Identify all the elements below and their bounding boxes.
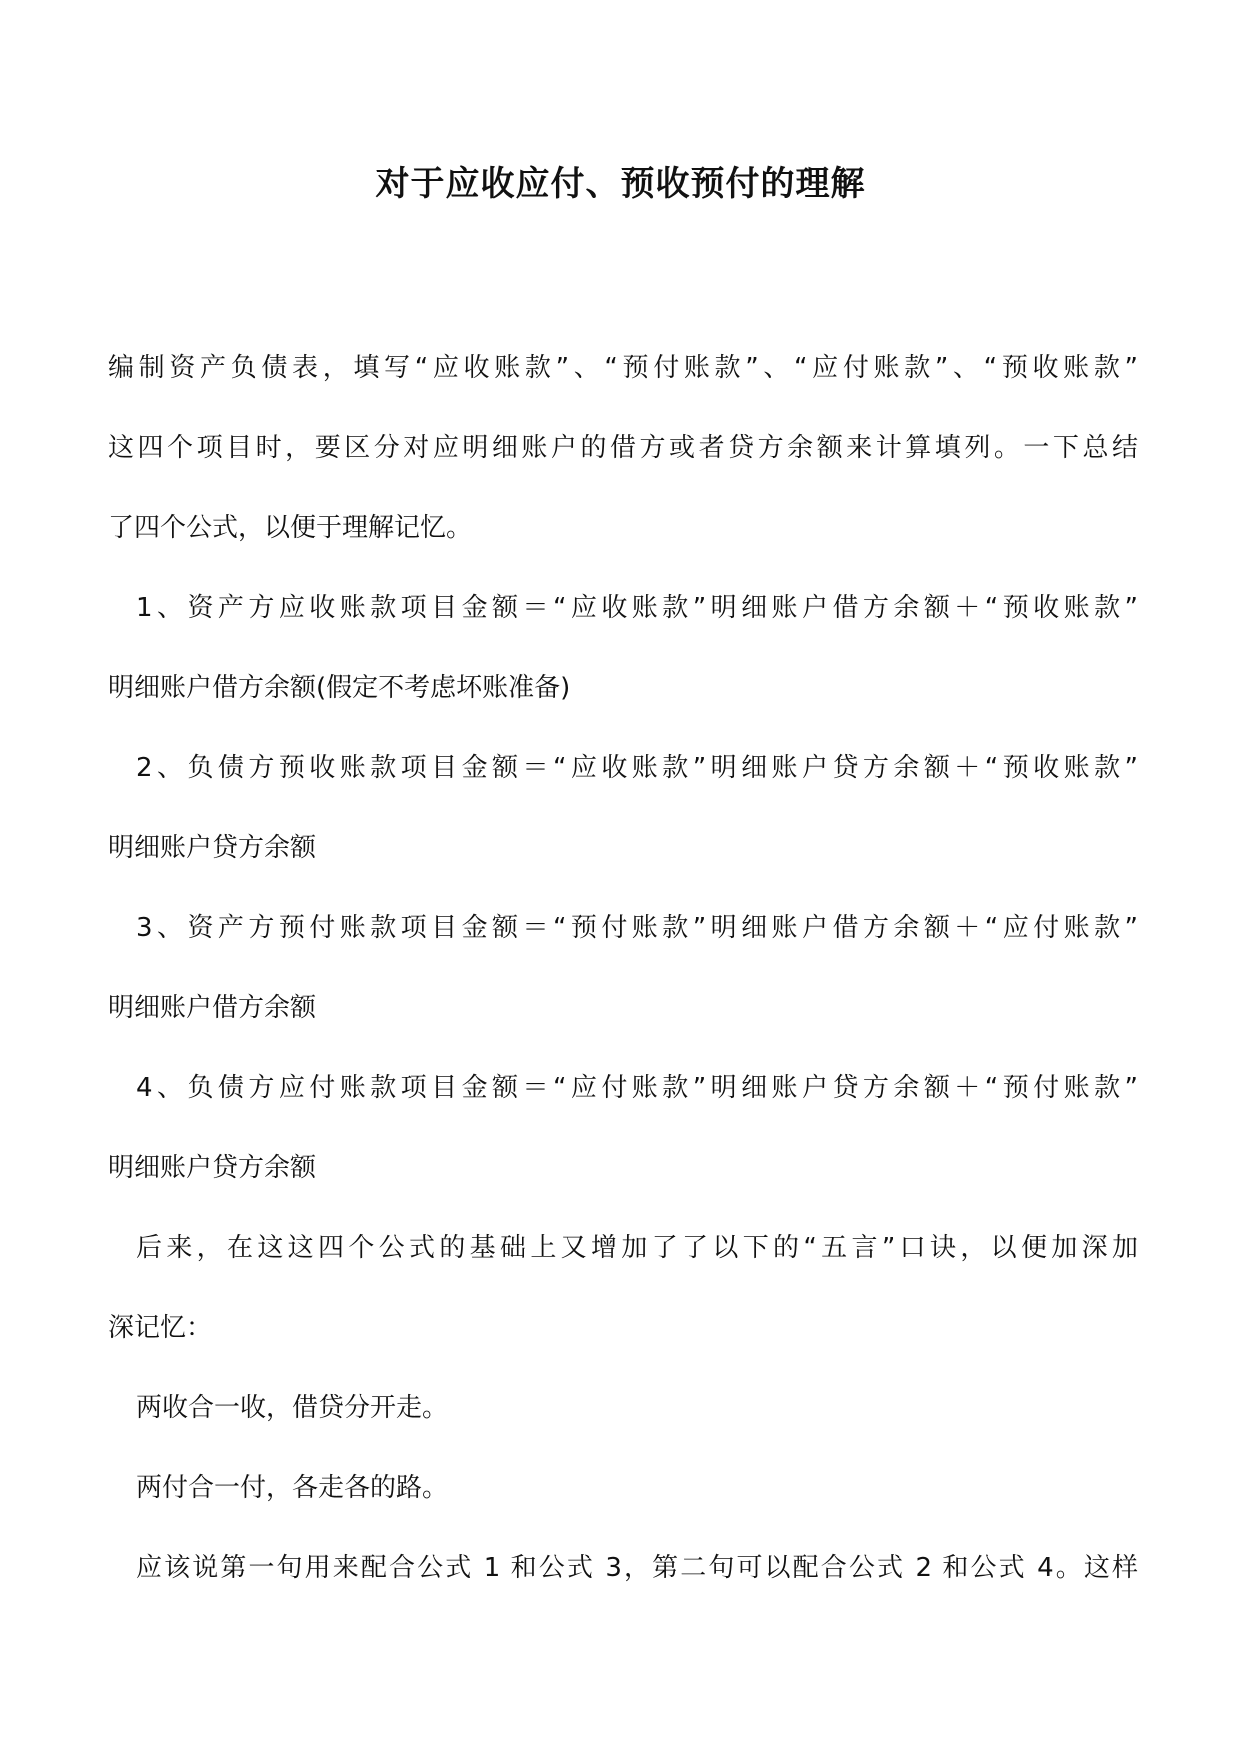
mnemonic-line-1: 两收合一收，借贷分开走。: [136, 1393, 449, 1423]
document-title: 对于应收应付、预收预付的理解: [375, 164, 866, 204]
paragraph-line: 编制资产负债表，填写“应收账款”、“预付账款”、“应付账款”、“预收账款”: [108, 353, 1138, 383]
formula-3-line: 3、资产方预付账款项目金额＝“预付账款”明细账户借方余额＋“应付账款”: [136, 913, 1138, 943]
paragraph-line: 后来，在这这四个公式的基础上又增加了了以下的“五言”口诀，以便加深加: [136, 1233, 1138, 1263]
paragraph-line: 应该说第一句用来配合公式 1 和公式 3，第二句可以配合公式 2 和公式 4。这样: [136, 1553, 1138, 1583]
formula-4-line: 4、负债方应付账款项目金额＝“应付账款”明细账户贷方余额＋“预付账款”: [136, 1073, 1138, 1103]
formula-4-continuation: 明细账户贷方余额: [108, 1153, 317, 1183]
paragraph-line: 了四个公式，以便于理解记忆。: [108, 513, 473, 543]
formula-2-line: 2、负债方预收账款项目金额＝“应收账款”明细账户贷方余额＋“预收账款”: [136, 753, 1138, 783]
formula-1-line: 1、资产方应收账款项目金额＝“应收账款”明细账户借方余额＋“预收账款”: [136, 593, 1138, 623]
mnemonic-line-2: 两付合一付，各走各的路。: [136, 1473, 449, 1503]
paragraph-line: 这四个项目时，要区分对应明细账户的借方或者贷方余额来计算填列。一下总结: [108, 433, 1138, 463]
formula-2-continuation: 明细账户贷方余额: [108, 833, 317, 863]
paragraph-line: 深记忆：: [108, 1313, 213, 1343]
formula-3-continuation: 明细账户借方余额: [108, 993, 317, 1023]
formula-1-continuation: 明细账户借方余额(假定不考虑坏账准备): [108, 673, 571, 703]
